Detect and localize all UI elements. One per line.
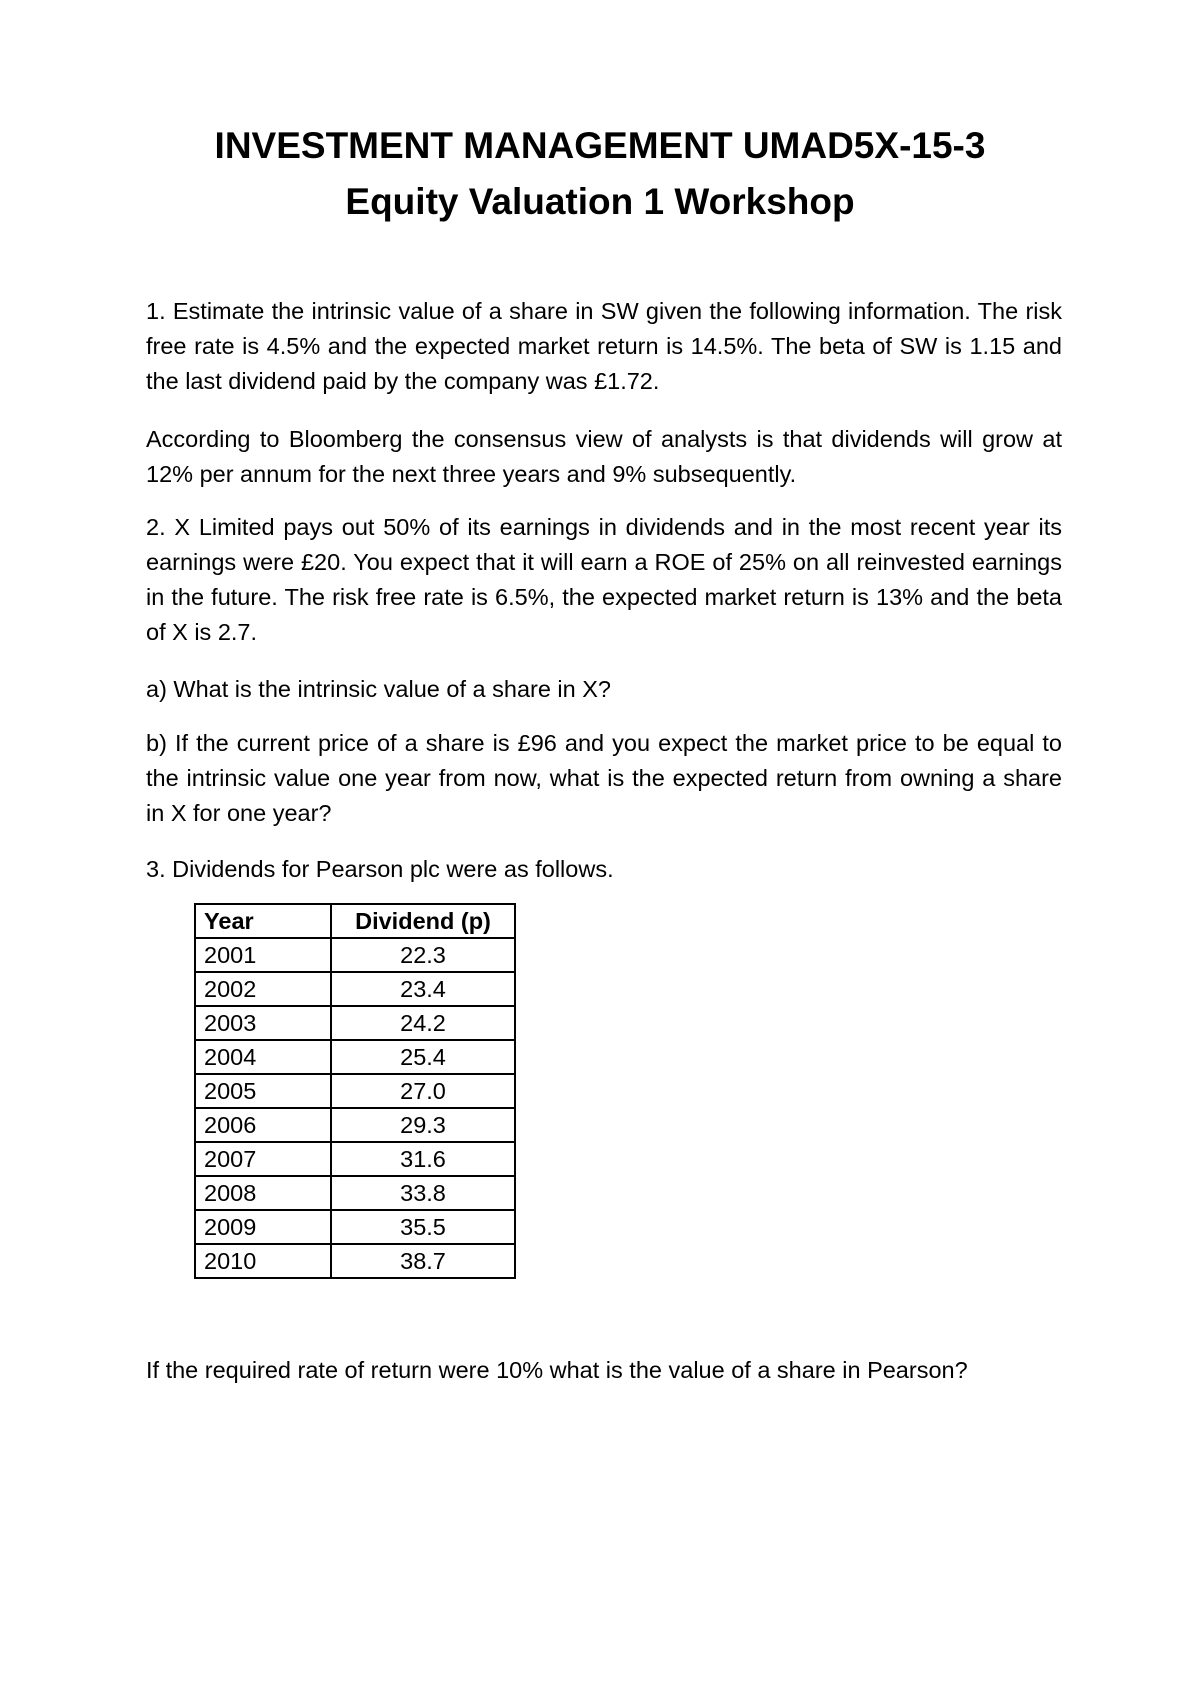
- dividend-cell: 33.8: [331, 1176, 515, 1210]
- column-header-year: Year: [195, 904, 331, 938]
- question-2-text: 2. X Limited pays out 50% of its earnings in dividends and in the most recent year its earnings were £20. You expect that it will earn a ROE of 25% on all reinvested earnings in the future. The risk free rate is 6.5%, the expected market return is 13% and the beta of X is 2.7.: [146, 514, 1062, 645]
- year-cell: 2006: [195, 1108, 331, 1142]
- dividend-cell: 22.3: [331, 938, 515, 972]
- year-cell: 2002: [195, 972, 331, 1006]
- year-cell: 2004: [195, 1040, 331, 1074]
- table-row: [195, 1040, 515, 1074]
- table-row: [195, 1006, 515, 1040]
- dividend-cell: 38.7: [331, 1244, 515, 1278]
- year-cell: 2003: [195, 1006, 331, 1040]
- dividend-cell: 27.0: [331, 1074, 515, 1108]
- question-1-text: 1. Estimate the intrinsic value of a share in SW given the following information. The risk free rate is 4.5% and the expected market return is 14.5%. The beta of SW is 1.15 and the last dividend paid by the company was £1.72.: [146, 298, 1062, 394]
- dividend-cell: 25.4: [331, 1040, 515, 1074]
- table-header-row: [195, 904, 515, 938]
- dividend-table: [194, 903, 516, 1279]
- document-subtitle: Equity Valuation 1 Workshop: [345, 181, 855, 222]
- table-row: [195, 1108, 515, 1142]
- question-2a: a) What is the intrinsic value of a share in X?: [146, 676, 611, 702]
- title-block: [0, 118, 1200, 230]
- dividend-cell: 35.5: [331, 1210, 515, 1244]
- table-row: [195, 1176, 515, 1210]
- table-row: [195, 1210, 515, 1244]
- year-cell: 2008: [195, 1176, 331, 1210]
- dividend-cell: 24.2: [331, 1006, 515, 1040]
- table-row: [195, 1074, 515, 1108]
- document-title: INVESTMENT MANAGEMENT UMAD5X-15-3: [214, 125, 986, 166]
- dividend-cell: 31.6: [331, 1142, 515, 1176]
- question-2b: b) If the current price of a share is £96 and you expect the market price to be equal to the intrinsic value one year from now, what is the expected return from owning a share in X for one year?: [146, 730, 1062, 826]
- dividend-cell: 29.3: [331, 1108, 515, 1142]
- table-row: [195, 1142, 515, 1176]
- year-cell: 2001: [195, 938, 331, 972]
- table-row: [195, 1244, 515, 1278]
- year-cell: 2009: [195, 1210, 331, 1244]
- dividend-cell: 23.4: [331, 972, 515, 1006]
- table-row: [195, 972, 515, 1006]
- year-cell: 2007: [195, 1142, 331, 1176]
- question-3-intro: 3. Dividends for Pearson plc were as follows.: [146, 856, 614, 882]
- table-row: [195, 938, 515, 972]
- column-header-dividend: Dividend (p): [331, 904, 515, 938]
- question-3-question: If the required rate of return were 10% what is the value of a share in Pearson?: [146, 1357, 968, 1383]
- question-1-forecast: According to Bloomberg the consensus view of analysts is that dividends will grow at 12% per annum for the next three years and 9% subsequently.: [146, 426, 1062, 487]
- year-cell: 2010: [195, 1244, 331, 1278]
- year-cell: 2005: [195, 1074, 331, 1108]
